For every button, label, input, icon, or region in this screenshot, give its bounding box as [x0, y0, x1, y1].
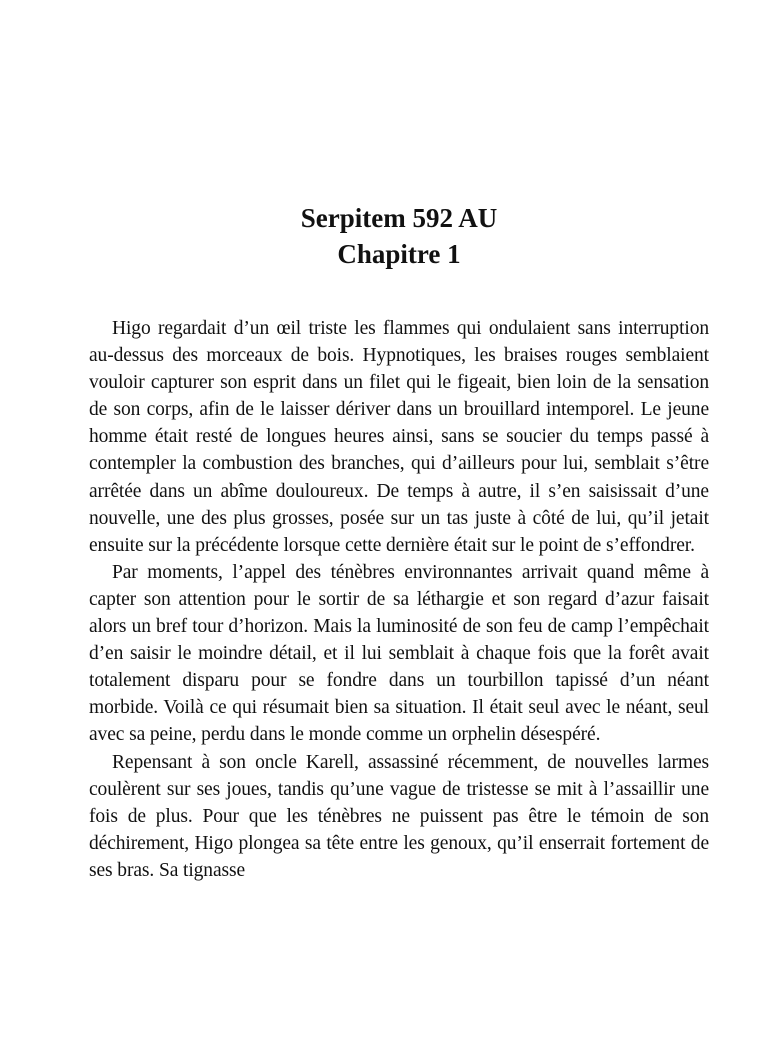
- chapter-title: Chapitre 1: [337, 239, 461, 269]
- chapter-body: [89, 315, 709, 884]
- paragraph: Repensant à son oncle Karell, assassiné récemment, de nouvelles larmes coulèrent sur ses joues, tandis qu’une vague de tristesse se mit à l’assaillir une fois de plus. Pour que les ténèbres ne puissent pas être le témoin de son déchirement, Higo plongea sa tête entre les genoux, qu’il enserrait fortement de ses bras. Sa tignasse: [89, 751, 709, 881]
- book-page: [89, 200, 709, 884]
- chapter-heading: [89, 200, 709, 272]
- book-title: Serpitem 592 AU: [300, 203, 498, 233]
- paragraph: Par moments, l’appel des ténèbres environnantes arrivait quand même à capter son attention pour le sortir de sa léthargie et son regard d’azur faisait alors un bref tour d’horizon. Mais la luminosité de son feu de camp l’empêchait d’en saisir le moindre détail, et il lui semblait à chaque fois que la forêt avait totalement disparu pour se fondre dans un tourbillon tapissé d’un néant morbide. Voilà ce qui résumait bien sa situation. Il était seul avec le néant, seul avec sa peine, perdu dans le monde comme un orphelin désespéré.: [89, 561, 709, 746]
- paragraph: Higo regardait d’un œil triste les flammes qui ondulaient sans interruption au-dessus des morceaux de bois. Hypnotiques, les braises rouges semblaient vouloir capturer son esprit dans un filet qui le figeait, bien loin de la sensation de son corps, afin de le laisser dériver dans un brouillard intemporel. Le jeune homme était resté de longues heures ainsi, sans se soucier du temps passé à contempler la combustion des branches, qui d’ailleurs pour lui, semblait s’être arrêtée dans un abîme douloureux. De temps à autre, il s’en saisissait d’une nouvelle, une des plus grosses, posée sur un tas juste à côté de lui, qu’il jetait ensuite sur la précédente lorsque cette dernière était sur le point de s’effondrer.: [89, 318, 709, 556]
